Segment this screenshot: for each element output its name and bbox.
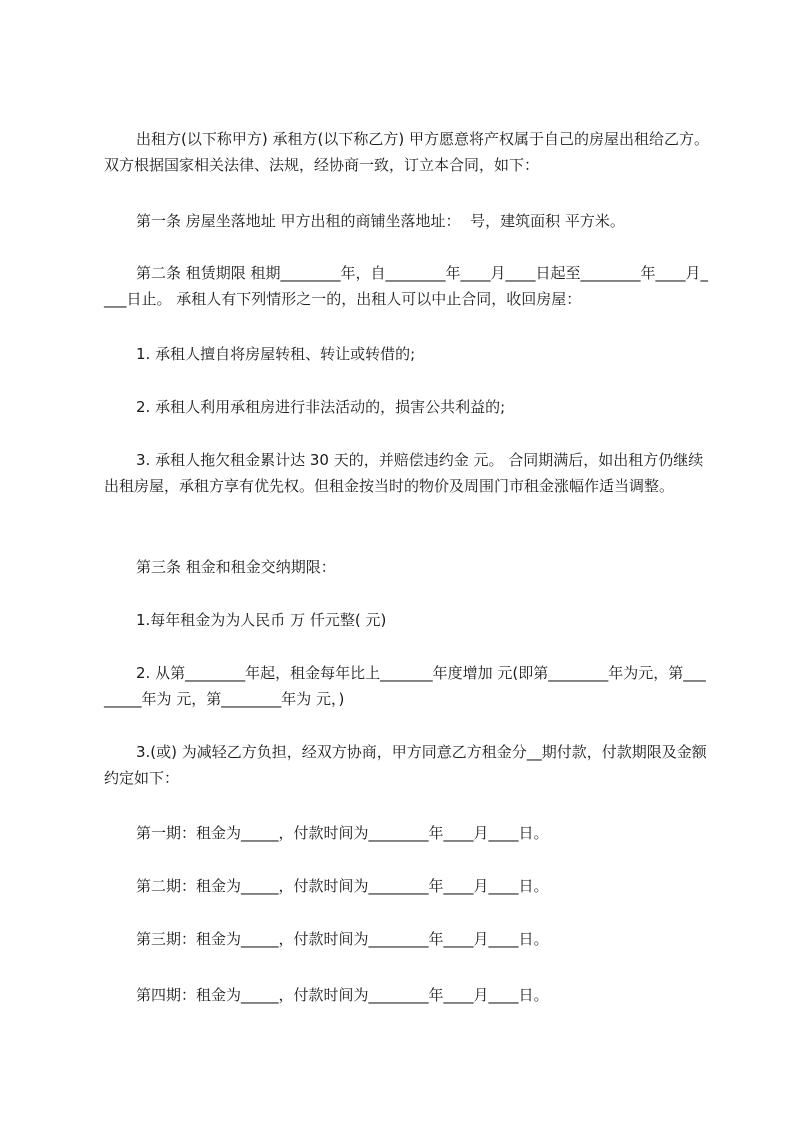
installment-4: 第四期：租金为_____，付款时间为________年____月____日。 (136, 986, 549, 1004)
rent-item-3: 3.(或) 为减轻乙方负担，经双方协商，甲方同意乙方租金分__期付款，付款期限及金额约定如下： (104, 743, 707, 787)
article-3-rent: 第三条 租金和租金交纳期限： (136, 558, 336, 576)
clause-1-sublet: 1. 承租人擅自将房屋转租、转让或转借的; (136, 345, 416, 363)
installment-2: 第二期：租金为_____，付款时间为________年____月____日。 (136, 877, 549, 895)
clause-3-arrears: 3. 承租人拖欠租金累计达 30 天的，并赔偿违约金 元。 合同期满后，如出租方仍继续出租房屋，承租方享有优先权。但租金按当时的物价及周围门市租金涨幅作适当调整。 (104, 451, 704, 495)
rent-item-2: 2. 从第________年起，租金每年比上_______年度增加 元(即第________年为元，第________年为 元，第________年为 元，) (104, 664, 706, 708)
intro-paragraph: 出租方(以下称甲方) 承租方(以下称乙方) 甲方愿意将产权属于自己的房屋出租给乙方。双方根据国家相关法律、法规，经协商一致，订立本合同，如下： (104, 130, 709, 174)
article-1-address: 第一条 房屋坐落地址 甲方出租的商铺坐落地址： 号，建筑面积 平方米。 (136, 212, 625, 230)
article-2-term: 第二条 租赁期限 租期________年，自________年____月____日起至________年____月____日止。 承租人有下列情形之一的，出租人可以中止合同，收回房屋： (104, 264, 709, 308)
installment-3: 第三期：租金为_____，付款时间为________年____月____日。 (136, 930, 549, 948)
rent-item-1: 1.每年租金为为人民币 万 仟元整( 元) (136, 611, 387, 629)
installment-1: 第一期：租金为_____，付款时间为________年____月____日。 (136, 824, 549, 842)
clause-2-illegal: 2. 承租人利用承租房进行非法活动的，损害公共利益的; (136, 398, 506, 416)
